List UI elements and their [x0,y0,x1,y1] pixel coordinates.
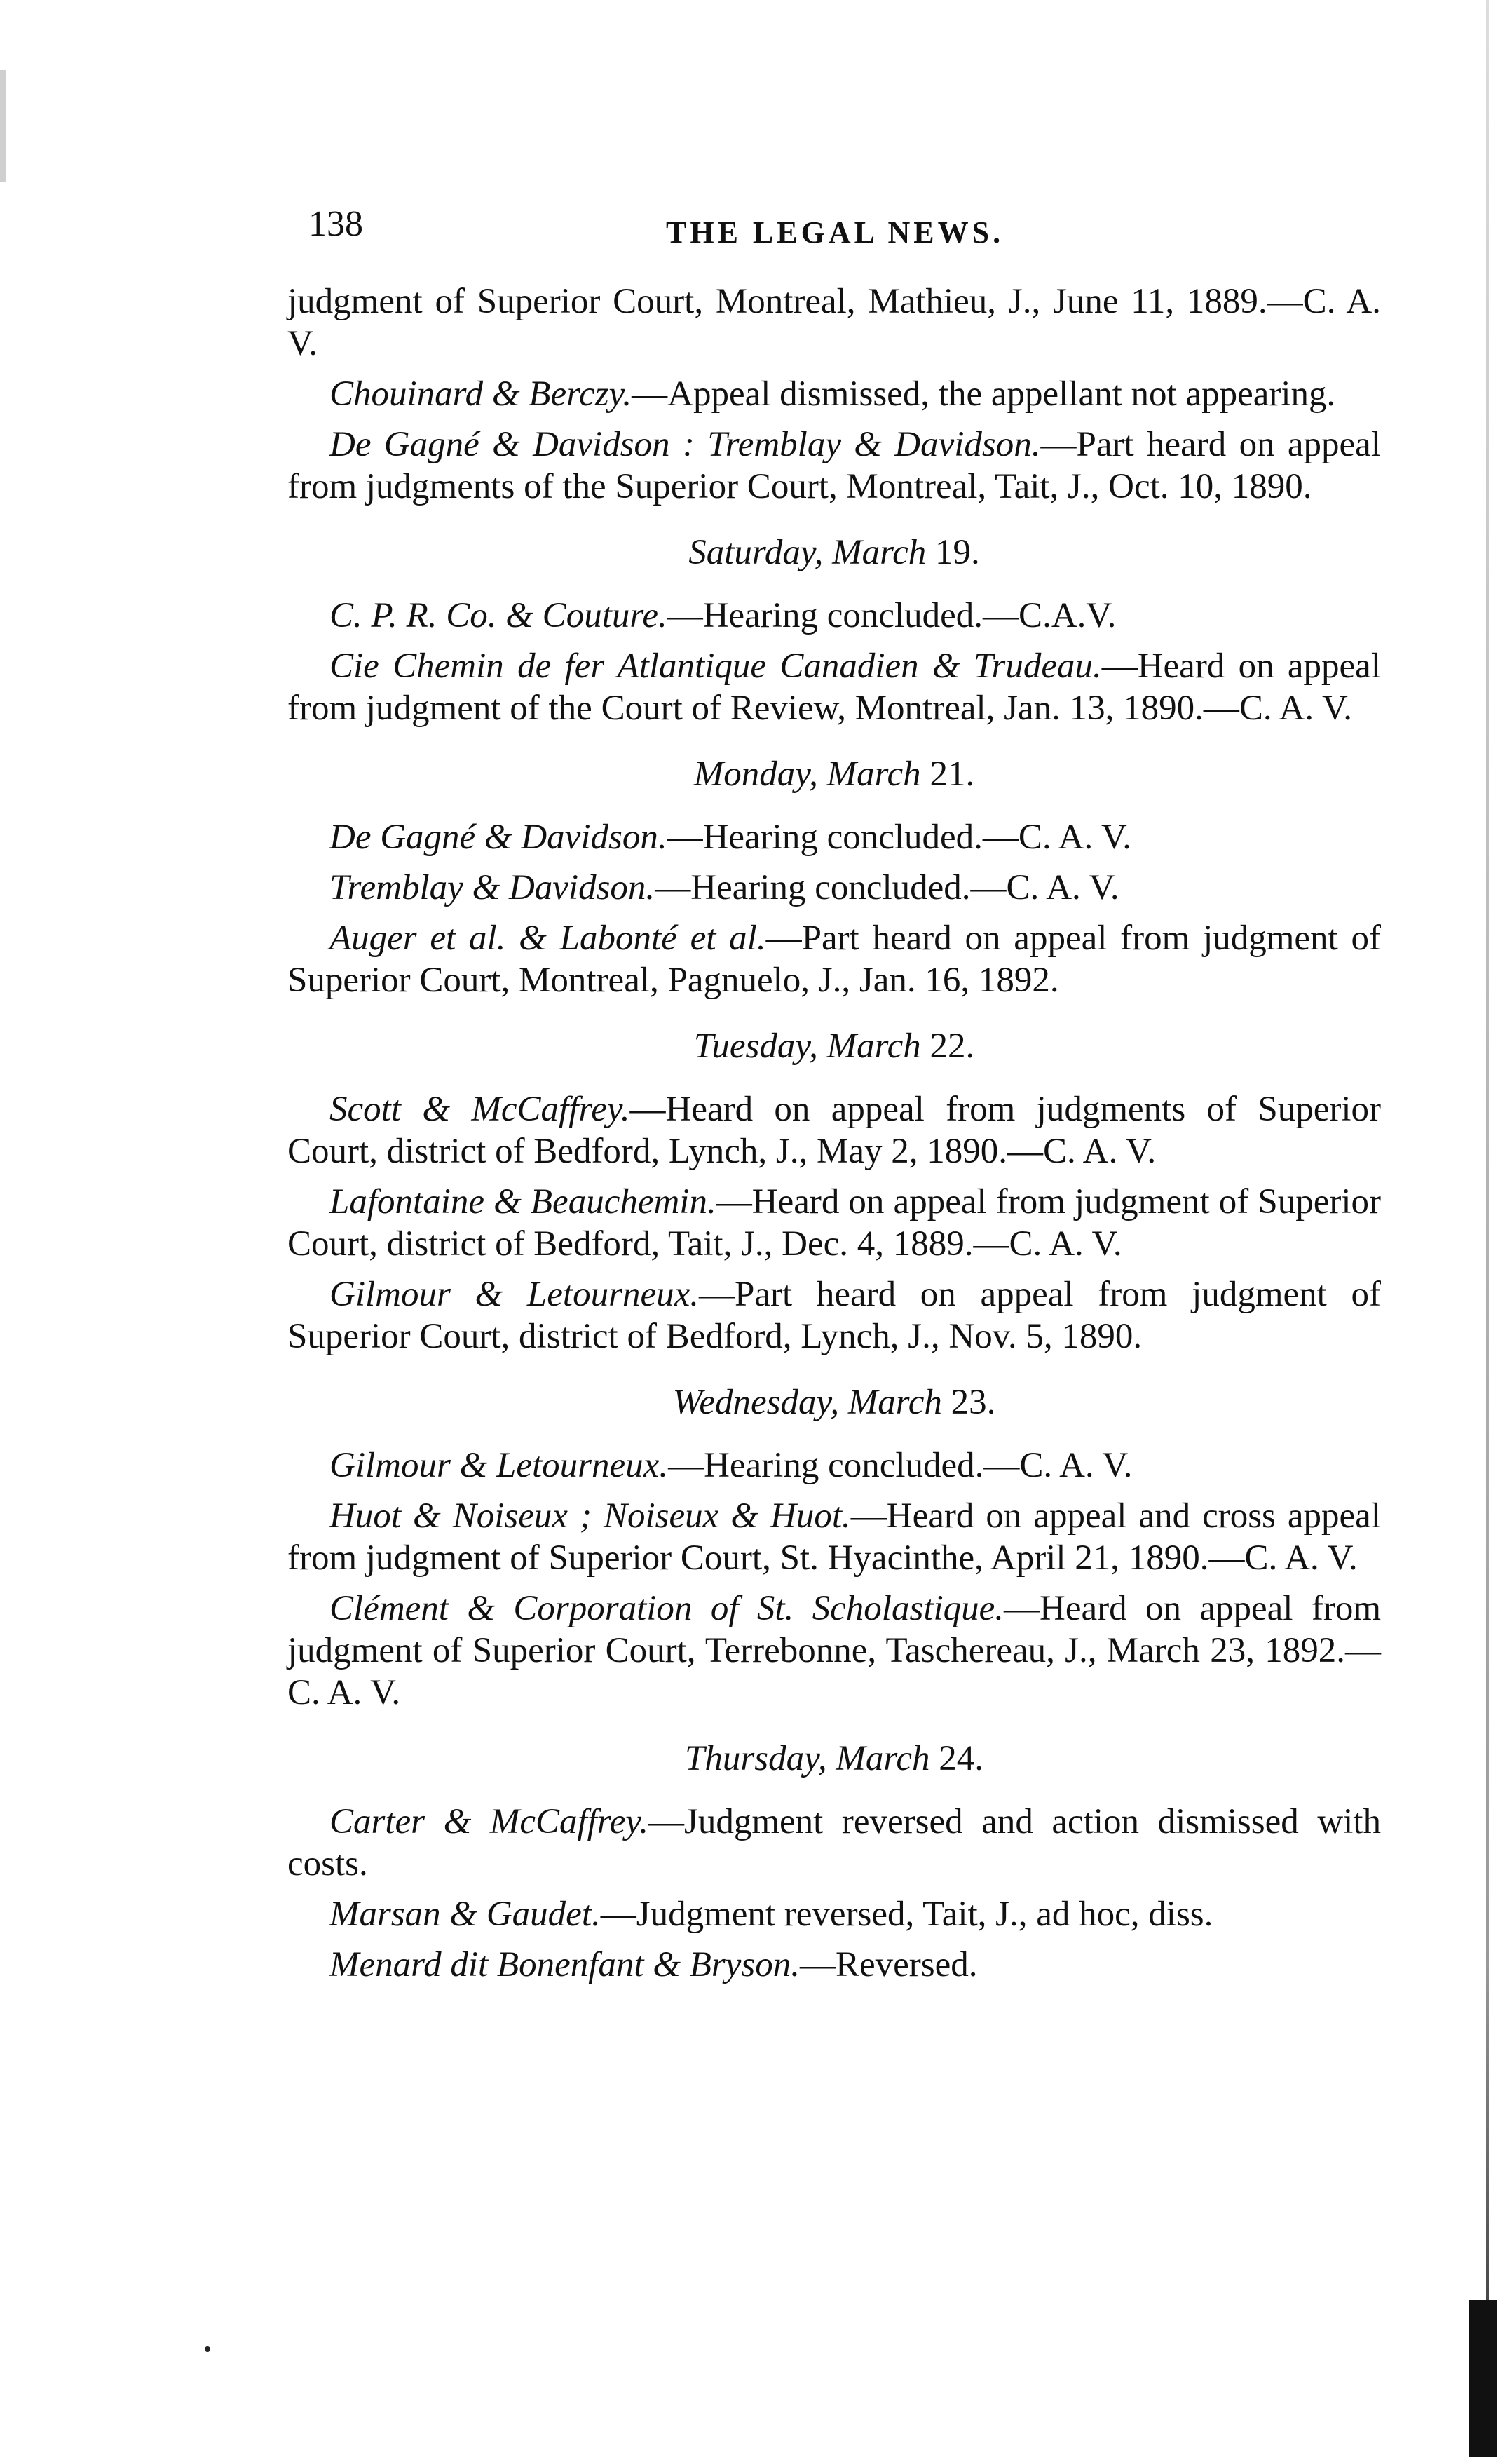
case-proceeding: —Reversed. [799,1945,978,1984]
sitting-date-number: 23. [941,1383,996,1422]
case-name: Auger et al. & Labonté et al. [329,919,766,958]
sitting-date-day: Thursday, March [685,1739,930,1778]
page-body [287,280,1381,1994]
sitting-date-day: Saturday, March [688,533,927,572]
case-entry [287,1273,1381,1358]
case-entry [287,595,1381,637]
case-entry [287,1588,1381,1714]
case-entry [287,917,1381,1001]
sitting-date-heading [287,1738,1381,1780]
sitting-date-heading [287,1381,1381,1423]
case-proceeding: —Hearing concluded.—C. A. V. [667,818,1132,857]
case-entry [287,424,1381,508]
case-entry [287,1944,1381,1986]
case-entry [287,280,1381,365]
case-entry [287,1495,1381,1579]
binding-gutter [1486,0,1489,2457]
case-name: Scott & McCaffrey. [329,1090,630,1129]
case-proceeding: judgment of Superior Court, Montreal, Mathieu, J., June 11, 1889.—C. A. V. [287,282,1381,363]
sitting-date-number: 24. [929,1739,983,1778]
case-proceeding: —Appeal dismissed, the appellant not appearing. [632,374,1336,414]
case-proceeding: —Heard on appeal from judgment of Superior Court, Terrebonne, Taschereau, J., March 23, 1892.—C. A. V. [287,1589,1381,1712]
case-proceeding: —Judgment reversed, Tait, J., ad hoc, diss. [600,1895,1213,1934]
case-entry [287,1088,1381,1172]
sitting-date-number: 21. [920,754,975,794]
case-name: Huot & Noiseux ; Noiseux & Huot. [329,1496,851,1536]
ink-speck [205,2346,210,2352]
case-proceeding: —Hearing concluded.—C.A.V. [667,596,1117,635]
sitting-date-day: Monday, March [693,754,921,794]
case-entry [287,816,1381,858]
sitting-date-heading [287,1025,1381,1067]
case-name: Gilmour & Letourneux. [329,1446,669,1485]
page-number: 138 [308,204,363,244]
case-entry [287,867,1381,909]
case-proceeding: —Heard on appeal from judgment of Superior Court, district of Bedford, Tait, J., Dec. 4, 1889.—C. A. V. [287,1182,1381,1264]
case-entry [287,1801,1381,1885]
case-proceeding: —Judgment reversed and action dismissed with costs. [287,1802,1382,1883]
case-name: Lafontaine & Beauchemin. [329,1182,716,1221]
case-proceeding: —Part heard on appeal from judgment of Superior Court, district of Bedford, Lynch, J., Nov. 5, 1890. [287,1275,1381,1356]
case-name: C. P. R. Co. & Couture. [329,596,667,635]
case-name: Clément & Corporation of St. Scholastique. [329,1589,1004,1628]
case-proceeding: —Part heard on appeal from judgment of Superior Court, Montreal, Pagnuelo, J., Jan. 16, 1892. [287,919,1381,1000]
case-proceeding: —Part heard on appeal from judgments of the Superior Court, Montreal, Tait, J., Oct. 10, 1890. [287,425,1381,506]
case-name: Menard dit Bonenfant & Bryson. [329,1945,800,1984]
case-proceeding: —Heard on appeal and cross appeal from judgment of Superior Court, St. Hyacinthe, April 21, 1890.—C. A. V. [287,1496,1381,1578]
sitting-date-day: Tuesday, March [693,1027,921,1066]
case-entry [287,645,1381,729]
running-title: THE LEGAL NEWS. [666,215,1004,250]
case-proceeding: —Heard on appeal from judgment of the Court of Review, Montreal, Jan. 13, 1890.—C. A. V. [287,647,1381,728]
case-proceeding: —Heard on appeal from judgments of Superior Court, district of Bedford, Lynch, J., May 2, 1890.—C. A. V. [287,1090,1381,1171]
case-name: De Gagné & Davidson : Tremblay & Davidson. [329,425,1041,464]
sitting-date-number: 22. [920,1027,975,1066]
binding-shadow [1469,2300,1497,2457]
case-name: Chouinard & Berczy. [329,374,632,414]
case-name: Marsan & Gaudet. [329,1895,601,1934]
sitting-date-heading [287,532,1381,574]
case-name: Cie Chemin de fer Atlantique Canadien & Trudeau. [329,647,1102,686]
case-entry [287,1893,1381,1935]
page-edge-shadow [0,70,6,182]
case-entry [287,1181,1381,1265]
case-proceeding: —Hearing concluded.—C. A. V. [668,1446,1133,1485]
sitting-date-number: 19. [926,533,980,572]
case-name: De Gagné & Davidson. [329,818,667,857]
case-name: Tremblay & Davidson. [329,868,655,907]
sitting-date-heading [287,753,1381,795]
page-header [308,203,1360,259]
case-proceeding: —Hearing concluded.—C. A. V. [655,868,1119,907]
case-name: Gilmour & Letourneux. [329,1275,699,1314]
case-entry [287,373,1381,415]
case-entry [287,1444,1381,1487]
case-name: Carter & McCaffrey. [329,1802,648,1841]
sitting-date-day: Wednesday, March [672,1383,942,1422]
